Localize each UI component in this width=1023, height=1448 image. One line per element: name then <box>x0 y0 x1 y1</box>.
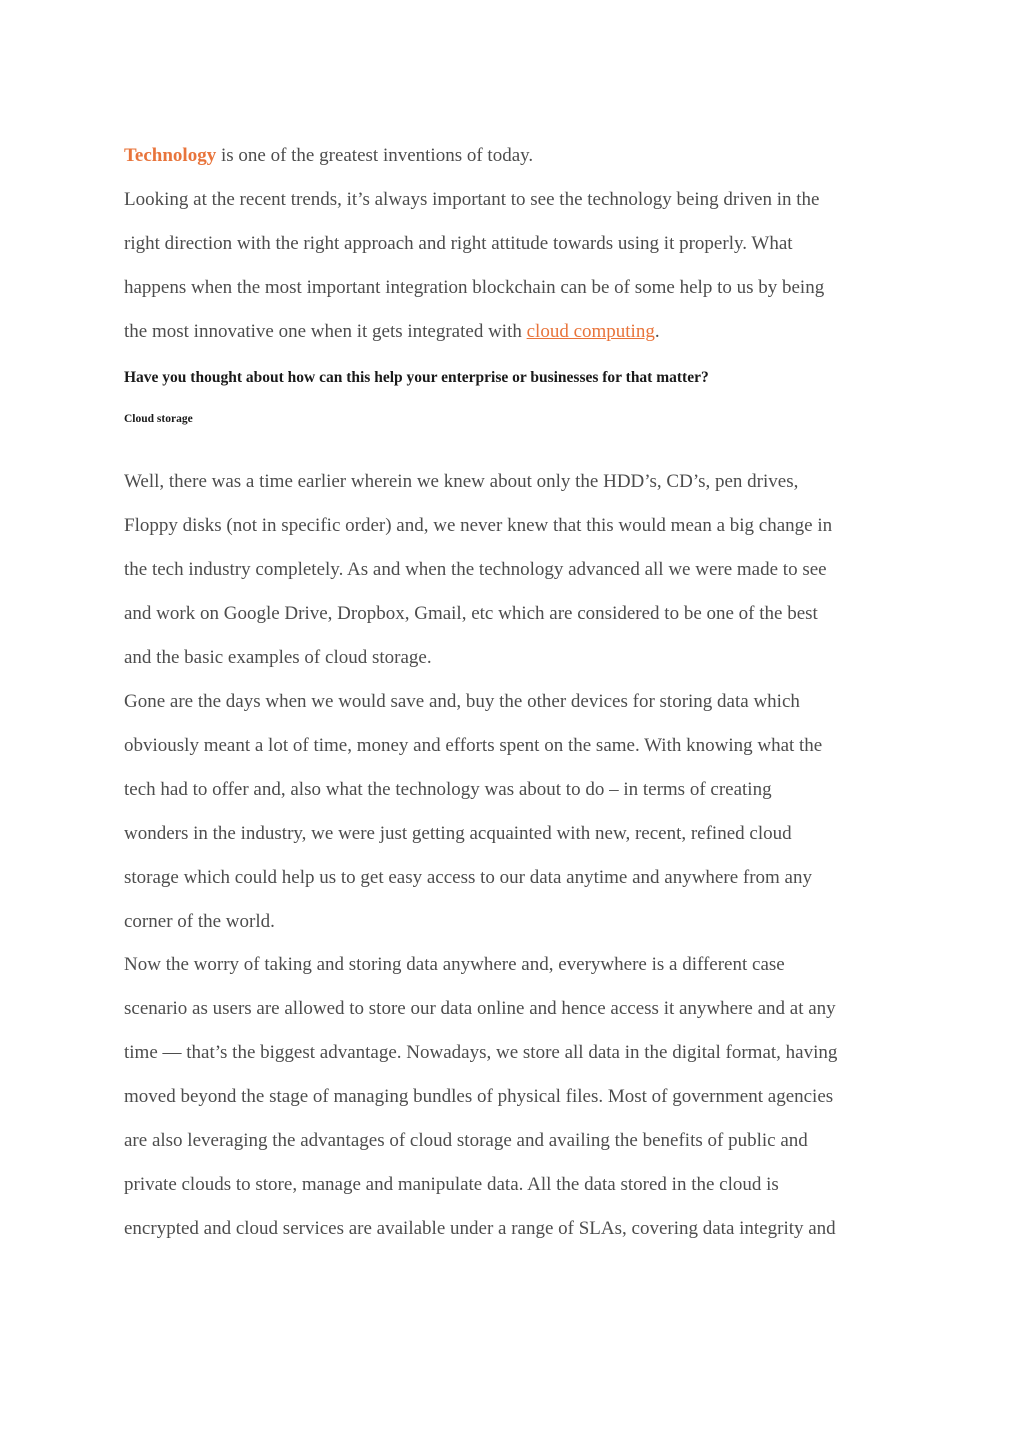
paragraph2-line-5: and the basic examples of cloud storage. <box>124 647 432 668</box>
intro-text: is one of the greatest inventions of today. <box>216 145 534 166</box>
paragraph3-line-2: obviously meant a lot of time, money and efforts spent on the same. With knowing what the <box>124 735 823 756</box>
paragraph4-line-6: private clouds to store, manage and manipulate data. All the data stored in the cloud is <box>124 1174 779 1195</box>
question-heading: Have you thought about how can this help your enterprise or businesses for that matter? <box>124 369 709 386</box>
paragraph3-line-4: wonders in the industry, we were just getting acquainted with new, recent, refined cloud <box>124 823 792 844</box>
paragraph4-line-2: scenario as users are allowed to store our data online and hence access it anywhere and at any <box>124 998 836 1019</box>
paragraph2-line-4: and work on Google Drive, Dropbox, Gmail, etc which are considered to be one of the best <box>124 603 818 624</box>
paragraph1-line-2: right direction with the right approach and right attitude towards using it properly. What <box>124 233 793 254</box>
paragraph1-text-before-link: the most innovative one when it gets integrated with <box>124 321 527 342</box>
paragraph4-line-4: moved beyond the stage of managing bundles of physical files. Most of government agencies <box>124 1086 834 1107</box>
paragraph1-period: . <box>654 321 660 342</box>
paragraph4-line-1: Now the worry of taking and storing data anywhere and, everywhere is a different case <box>124 954 785 975</box>
paragraph3-line-1: Gone are the days when we would save and, buy the other devices for storing data which <box>124 691 800 712</box>
paragraph3-line-5: storage which could help us to get easy access to our data anytime and anywhere from any <box>124 867 812 888</box>
paragraph2-line-2: Floppy disks (not in specific order) and, we never knew that this would mean a big change in <box>124 515 833 536</box>
paragraph1-line-3: happens when the most important integration blockchain can be of some help to us by being <box>124 277 825 298</box>
cloud-computing-link[interactable]: cloud computing <box>526 321 655 342</box>
paragraph4-line-3: time — that’s the biggest advantage. Nowadays, we store all data in the digital format, having <box>124 1042 838 1063</box>
paragraph2-line-1: Well, there was a time earlier wherein we knew about only the HDD’s, CD’s, pen drives, <box>124 471 799 492</box>
paragraph3-line-3: tech had to offer and, also what the technology was about to do – in terms of creating <box>124 779 772 800</box>
paragraph4-line-7: encrypted and cloud services are available under a range of SLAs, covering data integrity and <box>124 1218 836 1239</box>
paragraph4-line-5: are also leveraging the advantages of cloud storage and availing the benefits of public and <box>124 1130 808 1151</box>
paragraph1-line-4 <box>124 320 660 344</box>
paragraph2-line-3: the tech industry completely. As and when the technology advanced all we were made to see <box>124 559 827 580</box>
paragraph1-line-1: Looking at the recent trends, it’s always important to see the technology being driven in the <box>124 189 820 210</box>
technology-highlight: Technology <box>124 145 217 166</box>
intro-line <box>124 144 533 168</box>
paragraph3-line-6: corner of the world. <box>124 911 275 932</box>
section-heading-cloud-storage: Cloud storage <box>124 413 193 425</box>
